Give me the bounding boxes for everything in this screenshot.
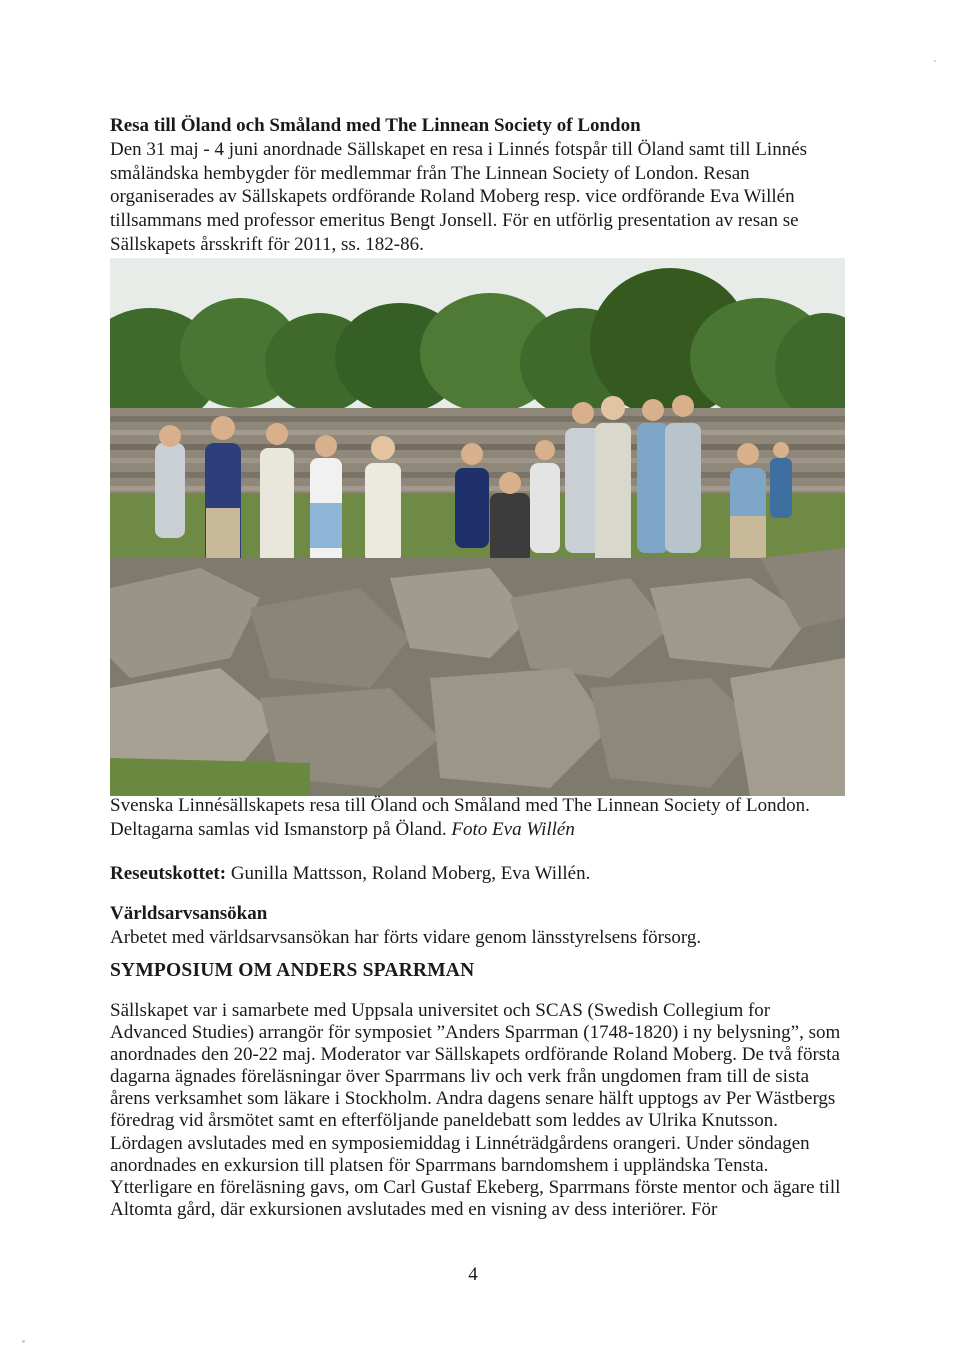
travel-committee-names: Gunilla Mattsson, Roland Moberg, Eva Willén.: [230, 863, 591, 884]
symposium-body: Sällskapet var i samarbete med Uppsala universitet och SCAS (Swedish Collegium for Advanced Studies) arrangör för symposiet ”Anders Sparrman (1748-1820) i ny belysning”, som anordnades den 20-22 maj. Moderator var Sällskapets ordförande Roland Moberg. De två första dagarna ägnades föreläsningar över Sparrmans liv och verk från ungdomen fram till de sista årens verksamhet som läkare i Stockholm. Andra dagens senare hälft upptogs av Per Wästbergs föredrag vid årsmötet samt en efterföljande paneldebatt som leddes av Ulrika Knutsson. Lördagen avslutades med en symposiemiddag i Linnéträdgårdens orangeri. Under söndagen anordnades en exkursion till platsen för Sparrmans barndomshem i uppländska Tensta. Ytterligare en föreläsning gavs, om Carl Gustaf Ekeberg, Sparrmans förste mentor och ägare till Altomta gård, där exkursionen avslutades med en visning av dess interiörer. För: [110, 1000, 841, 1220]
scan-speck: [934, 60, 936, 62]
travel-committee-label: Reseutskottet:: [110, 863, 227, 884]
group-photo: [110, 258, 845, 796]
photo-caption-text: Svenska Linnésällskapets resa till Öland och Småland med The Linnean Society of London. Deltagarna samlas vid Ismanstorp på Öland.: [110, 795, 810, 840]
symposium-title: SYMPOSIUM OM ANDERS SPARRMAN: [110, 960, 475, 981]
photo-caption: [110, 794, 850, 842]
scan-speck: [22, 1340, 25, 1343]
world-heritage-body: Arbetet med världsarvsansökan har förts vidare genom länsstyrelsens försorg.: [110, 927, 702, 948]
photo-credit: Foto Eva Willén: [451, 819, 575, 840]
trip-section-title: Resa till Öland och Småland med The Linnean Society of London: [110, 115, 641, 136]
world-heritage-title: Världsarvsansökan: [110, 903, 268, 924]
rock-pile: [110, 548, 845, 796]
page-number: 4: [468, 1264, 478, 1285]
trip-section: [110, 114, 840, 257]
trip-section-body: Den 31 maj - 4 juni anordnade Sällskapet en resa i Linnés fotspår till Öland samt till Linnés småländska hembygder för medlemmar från The Linnean Society of London. Resan organiserades av Sällskapets ordförande Roland Moberg resp. vice ordförande Eva Willén tillsammans med professor emeritus Bengt Jonsell. För en utförlig presentation av resan se Sällskapets årsskrift för 2011, ss. 182-86.: [110, 138, 808, 255]
world-heritage-section: [110, 902, 840, 950]
travel-committee: [110, 862, 840, 886]
